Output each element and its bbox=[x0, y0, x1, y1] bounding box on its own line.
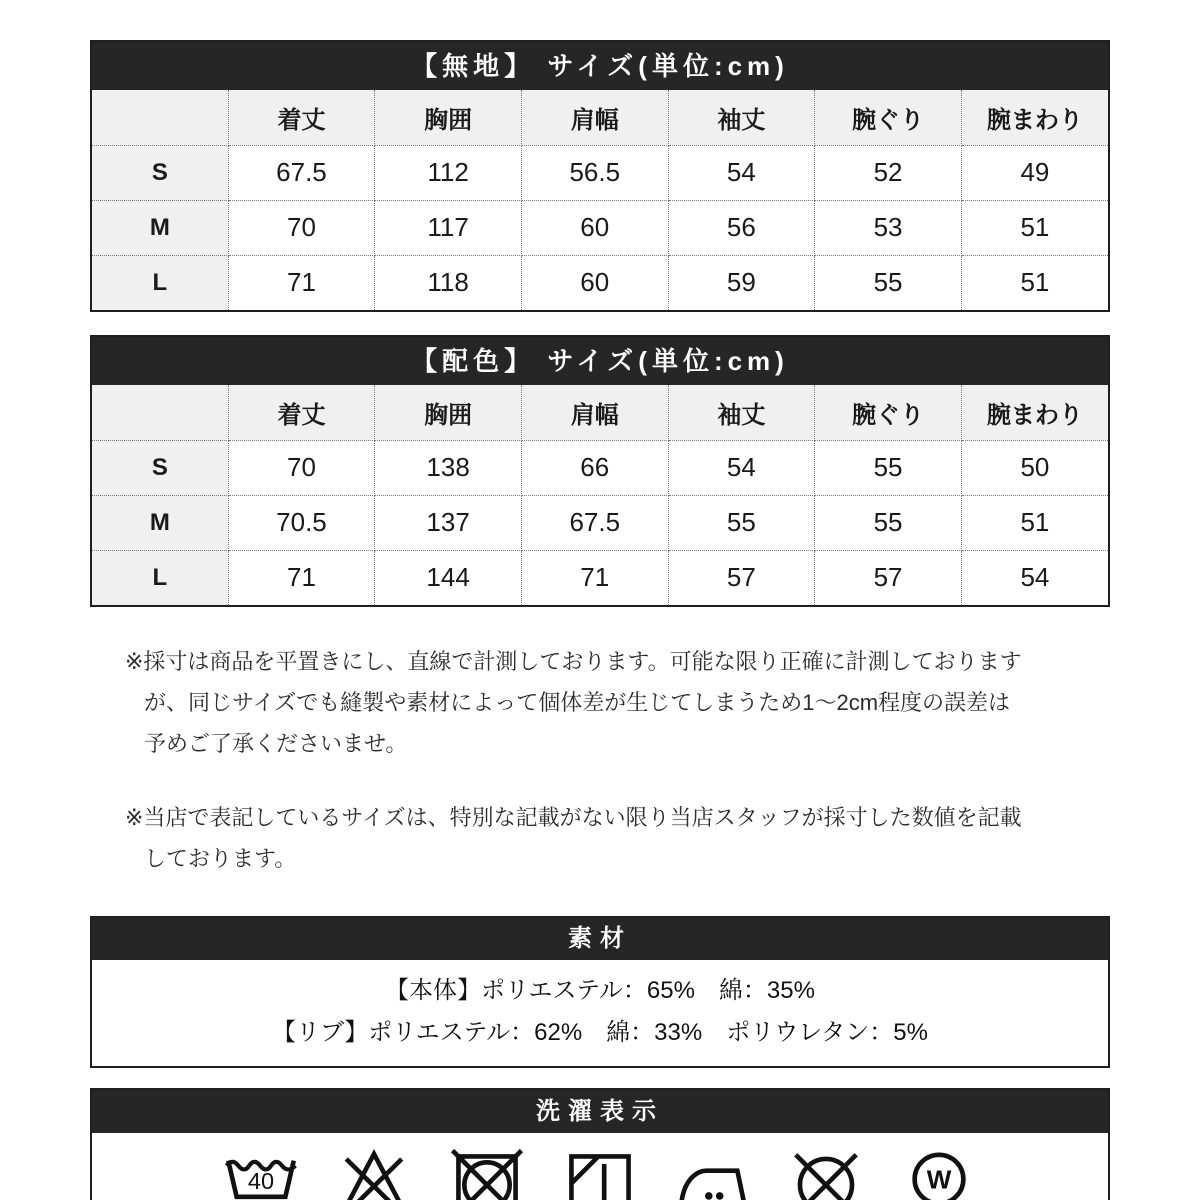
cell-value: 53 bbox=[815, 200, 962, 255]
col-header-armhole: 腕ぐり bbox=[815, 385, 962, 440]
material-line-rib: 【リブ】ポリエステル：62% 綿：33% ポリウレタン：5% bbox=[272, 1019, 928, 1046]
plain-size-table-title: 【無地】 サイズ(単位:cm) bbox=[92, 42, 1108, 90]
cell-value: 56.5 bbox=[521, 145, 668, 200]
svg-text:W: W bbox=[926, 1164, 952, 1195]
colorway-size-table-title: 【配色】 サイズ(単位:cm) bbox=[92, 337, 1108, 385]
cell-value: 60 bbox=[521, 200, 668, 255]
cell-value: 67.5 bbox=[228, 145, 375, 200]
table-row-m bbox=[92, 200, 1108, 255]
table-row-m bbox=[92, 495, 1108, 550]
col-header-shoulder: 肩幅 bbox=[521, 90, 668, 145]
cell-value: 71 bbox=[521, 550, 668, 605]
cell-value: 50 bbox=[961, 440, 1108, 495]
note-line: ※当店で表記しているサイズは、特別な記載がない限り当店スタッフが採寸した数値を記載 bbox=[125, 805, 1022, 830]
corner-cell bbox=[92, 385, 228, 440]
size-label: L bbox=[92, 255, 228, 310]
cell-value: 57 bbox=[815, 550, 962, 605]
table-row-s bbox=[92, 440, 1108, 495]
size-label: L bbox=[92, 550, 228, 605]
cell-value: 117 bbox=[375, 200, 522, 255]
no-tumble-dry-icon bbox=[445, 1141, 529, 1200]
cell-value: 55 bbox=[815, 440, 962, 495]
note-line: 予めご了承くださいませ。 bbox=[144, 731, 408, 756]
cell-value: 59 bbox=[668, 255, 815, 310]
material-section bbox=[90, 916, 1110, 1068]
material-composition bbox=[92, 960, 1108, 1066]
cell-value: 70 bbox=[228, 200, 375, 255]
size-label: S bbox=[92, 440, 228, 495]
cell-value: 51 bbox=[961, 255, 1108, 310]
plain-size-table-section bbox=[90, 40, 1110, 312]
col-header-body-length: 着丈 bbox=[228, 385, 375, 440]
note-line: しております。 bbox=[144, 846, 297, 871]
material-section-title: 素材 bbox=[92, 918, 1108, 960]
colorway-size-table bbox=[92, 385, 1108, 605]
cell-value: 51 bbox=[961, 200, 1108, 255]
col-header-sleeve: 袖丈 bbox=[668, 90, 815, 145]
col-header-body-length: 着丈 bbox=[228, 90, 375, 145]
col-header-shoulder: 肩幅 bbox=[521, 385, 668, 440]
table-header-row bbox=[92, 90, 1108, 145]
cell-value: 118 bbox=[375, 255, 522, 310]
corner-cell bbox=[92, 90, 228, 145]
col-header-sleeve: 袖丈 bbox=[668, 385, 815, 440]
col-header-arm-width: 腕まわり bbox=[961, 90, 1108, 145]
cell-value: 52 bbox=[815, 145, 962, 200]
line-dry-in-shade-icon bbox=[558, 1141, 642, 1200]
note-line: が、同じサイズでも縫製や素材によって個体差が生じてしまうため1〜2cm程度の誤差は bbox=[144, 690, 1011, 715]
colorway-size-table-section bbox=[90, 335, 1110, 607]
cell-value: 55 bbox=[668, 495, 815, 550]
cell-value: 144 bbox=[375, 550, 522, 605]
cell-value: 56 bbox=[668, 200, 815, 255]
cell-value: 138 bbox=[375, 440, 522, 495]
svg-text:40: 40 bbox=[247, 1168, 275, 1195]
laundry-care-section bbox=[90, 1088, 1110, 1200]
cell-value: 49 bbox=[961, 145, 1108, 200]
plain-size-table bbox=[92, 90, 1108, 310]
cell-value: 66 bbox=[521, 440, 668, 495]
note-line: ※採寸は商品を平置きにし、直線で計測しております。可能な限り正確に計測しております bbox=[125, 649, 1022, 674]
no-bleach-icon bbox=[332, 1141, 416, 1200]
page-content bbox=[90, 0, 1110, 1200]
cell-value: 57 bbox=[668, 550, 815, 605]
size-label: M bbox=[92, 495, 228, 550]
note-measurement-tolerance bbox=[125, 641, 1110, 764]
size-label: M bbox=[92, 200, 228, 255]
col-header-arm-width: 腕まわり bbox=[961, 385, 1108, 440]
table-header-row bbox=[92, 385, 1108, 440]
cell-value: 54 bbox=[668, 440, 815, 495]
gentle-wet-clean-icon bbox=[897, 1141, 981, 1200]
cell-value: 55 bbox=[815, 255, 962, 310]
cell-value: 55 bbox=[815, 495, 962, 550]
col-header-chest: 胸囲 bbox=[375, 90, 522, 145]
cell-value: 51 bbox=[961, 495, 1108, 550]
cell-value: 71 bbox=[228, 255, 375, 310]
table-row-l bbox=[92, 255, 1108, 310]
cell-value: 70 bbox=[228, 440, 375, 495]
iron-medium-icon bbox=[671, 1141, 755, 1200]
table-row-s bbox=[92, 145, 1108, 200]
cell-value: 67.5 bbox=[521, 495, 668, 550]
no-dry-clean-icon bbox=[784, 1141, 868, 1200]
laundry-section-title: 洗濯表示 bbox=[92, 1090, 1108, 1133]
cell-value: 70.5 bbox=[228, 495, 375, 550]
cell-value: 54 bbox=[668, 145, 815, 200]
cell-value: 60 bbox=[521, 255, 668, 310]
measurement-notes bbox=[90, 641, 1110, 879]
col-header-chest: 胸囲 bbox=[375, 385, 522, 440]
col-header-armhole: 腕ぐり bbox=[815, 90, 962, 145]
note-staff-measured bbox=[125, 797, 1110, 879]
table-row-l bbox=[92, 550, 1108, 605]
cell-value: 137 bbox=[375, 495, 522, 550]
cell-value: 112 bbox=[375, 145, 522, 200]
cell-value: 54 bbox=[961, 550, 1108, 605]
cell-value: 71 bbox=[228, 550, 375, 605]
size-label: S bbox=[92, 145, 228, 200]
machine-wash-40-gentle-icon bbox=[219, 1141, 303, 1200]
laundry-symbols-row bbox=[92, 1133, 1108, 1200]
material-line-body: 【本体】ポリエステル：65% 綿：35% bbox=[385, 977, 815, 1004]
